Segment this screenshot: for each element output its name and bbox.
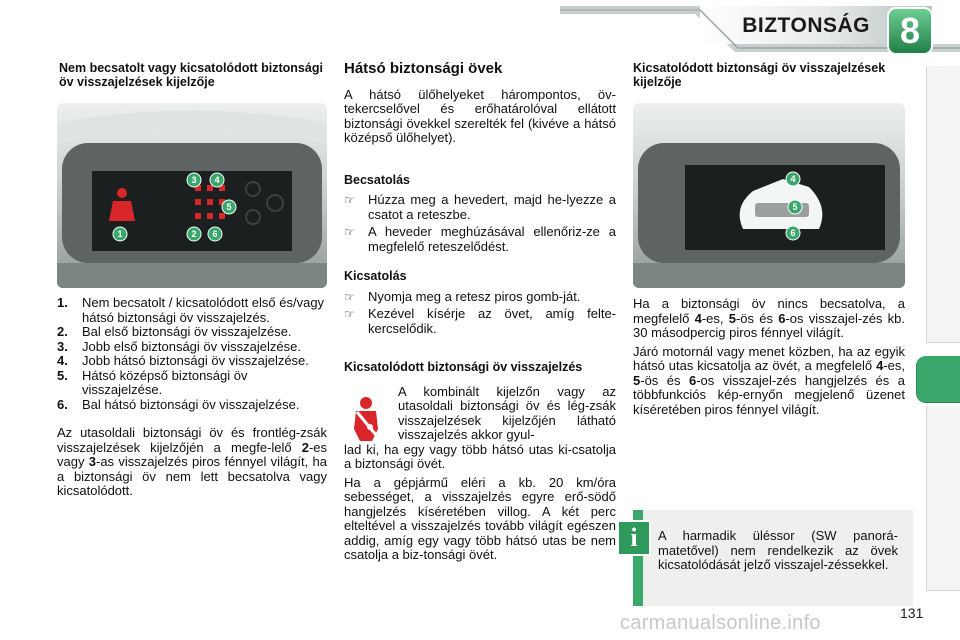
subheading-warning: Kicsatolódott biztonsági öv visszajelzés bbox=[344, 360, 583, 374]
column-middle bbox=[344, 62, 616, 563]
instruction-item bbox=[344, 225, 616, 254]
text-run: Járó motornál vagy menet közben, ha az egyik hátsó utas kicsatolja az övét, a megfelelő bbox=[633, 343, 905, 373]
section-heading: Nem becsatolt vagy kicsatolódott biztonsági öv visszajelzések kijelzője bbox=[59, 61, 323, 89]
text-run-bold: 2 bbox=[301, 439, 309, 455]
text-run: -as visszajelzés piros fénnyel világít, ha a biztonsági öv nem lett becsatolva vagy kicsatolódott. bbox=[57, 454, 327, 498]
arrow-icon: ☞ bbox=[344, 193, 355, 207]
column-right-body bbox=[633, 297, 905, 417]
passenger-indicator-paragraph bbox=[57, 426, 327, 499]
text-run-bold: 6 bbox=[688, 372, 697, 388]
chapter-tabs bbox=[926, 66, 960, 626]
column-left bbox=[57, 62, 327, 89]
text-run: Ha a biztonsági öv nincs becsatolva, a megfelelő bbox=[633, 296, 905, 326]
instruction-text: A heveder meghúzásával ellenőriz-ze a megfelelő reteszelődést. bbox=[368, 224, 616, 254]
chapter-number-badge: 8 bbox=[899, 10, 921, 51]
text-run: -os visszajel-zés kb. 30 másodpercig piros fénnyel világít. bbox=[633, 310, 905, 340]
chapter-tab[interactable] bbox=[926, 66, 960, 113]
list-number: 5. bbox=[57, 367, 68, 383]
text-run-bold: 4 bbox=[694, 310, 702, 326]
callout-label: 1 bbox=[117, 229, 123, 239]
text-run: -os visszajel-zés hangjelzés és a többfunkciós kép-ernyőn megjelenő üzenet kíséretében piros fénnyel világít. bbox=[633, 372, 905, 417]
text-run-bold: 3 bbox=[88, 454, 96, 469]
list-text: Jobb hátsó biztonsági öv visszajelzése. bbox=[82, 353, 309, 368]
text-run: -es vagy bbox=[57, 439, 327, 469]
page-number: 131 bbox=[900, 605, 924, 621]
callout-label: 5 bbox=[226, 202, 232, 212]
warning-paragraph-speed: Ha a gépjármű eléri a kb. 20 km/óra sebességet, a visszajelzés egyre erő-södő hangjelzés kíséretében villog. A két perc elteltével a visszajelzés tovább világít egészen addig, amíg egy vagy több hátsó utas be nem csatolja a biz-tonsági övét. bbox=[344, 474, 616, 562]
chapter-tab[interactable] bbox=[926, 406, 960, 453]
info-icon: i bbox=[617, 520, 651, 556]
text-run-bold: 6 bbox=[778, 310, 786, 326]
info-text: A harmadik üléssor (SW panorá-matetővel) nem rendelkezik az övek kicsatolódását jelző visszajel-zéssekkel. bbox=[658, 528, 898, 572]
callout-label: 6 bbox=[212, 229, 218, 239]
list-text: Hátsó középső biztonsági öv visszajelzése. bbox=[82, 367, 248, 397]
list-number: 6. bbox=[57, 396, 68, 412]
chapter-tab[interactable] bbox=[926, 250, 960, 297]
text-run: Az utasoldali biztonsági öv és frontlég-zsák visszajelzések kijelzőjén a megfe-lelő bbox=[57, 425, 327, 455]
text-run: -ös és bbox=[640, 372, 689, 388]
text-run: -ös és bbox=[735, 310, 779, 326]
list-text: Nem becsatolt / kicsatolódott első és/vagy hátsó biztonsági öv visszajelzés. bbox=[82, 295, 325, 325]
text-run-bold: 4 bbox=[876, 358, 884, 373]
text-run-bold: 5 bbox=[633, 372, 641, 388]
instruction-text: Nyomja meg a retesz piros gomb-ját. bbox=[368, 288, 581, 304]
column-left-body bbox=[57, 296, 327, 499]
subheading-unfasten: Kicsatolás bbox=[344, 269, 407, 283]
text-run-bold: 5 bbox=[728, 310, 736, 326]
callout-label: 3 bbox=[191, 175, 197, 185]
section-heading: Kicsatolódott biztonsági öv visszajelzések kijelzője bbox=[633, 61, 886, 89]
list-text: Bal első biztonsági öv visszajelzése. bbox=[82, 324, 292, 339]
chapter-tab[interactable] bbox=[926, 112, 960, 159]
callout-label: 6 bbox=[790, 228, 796, 238]
main-heading: Hátsó biztonsági övek bbox=[344, 60, 503, 77]
callout-label: 2 bbox=[191, 229, 197, 239]
chapter-tab[interactable] bbox=[926, 544, 960, 591]
right-paragraph-1 bbox=[633, 297, 905, 341]
column-right bbox=[633, 62, 905, 89]
text-run: -es, bbox=[701, 310, 729, 326]
list-item bbox=[57, 369, 327, 398]
header-bar bbox=[0, 0, 960, 60]
warning-paragraph-continued: lad ki, ha egy vagy több hátsó utas ki-csatolja a biztonsági övét. bbox=[344, 441, 616, 471]
list-item bbox=[57, 325, 327, 340]
list-number: 4. bbox=[57, 353, 68, 368]
list-number: 1. bbox=[57, 295, 68, 310]
right-paragraph-2 bbox=[633, 345, 905, 418]
callout-label: 5 bbox=[792, 202, 798, 212]
callout-label: 4 bbox=[790, 174, 796, 184]
watermark: carmanualsonline.info bbox=[620, 612, 821, 634]
list-item bbox=[57, 398, 327, 413]
list-number: 2. bbox=[57, 324, 68, 339]
instruction-item bbox=[344, 193, 616, 222]
arrow-icon: ☞ bbox=[344, 307, 355, 321]
chapter-tab[interactable] bbox=[926, 204, 960, 251]
seatbelt-indicator-panel-image bbox=[57, 103, 327, 288]
list-text: Bal hátsó biztonsági öv visszajelzése. bbox=[82, 396, 300, 412]
callout-label: 4 bbox=[214, 175, 220, 185]
seatbelt-warning-icon bbox=[346, 395, 390, 443]
chapter-tab[interactable] bbox=[926, 296, 960, 343]
chapter-tab-active[interactable] bbox=[916, 356, 960, 403]
indicator-legend-list bbox=[57, 296, 327, 412]
list-item bbox=[57, 296, 327, 325]
chapter-tab[interactable] bbox=[926, 498, 960, 545]
text-run: -es, bbox=[883, 358, 905, 373]
instruction-item bbox=[344, 290, 616, 305]
arrow-icon: ☞ bbox=[344, 225, 355, 239]
warning-paragraph-indented: A kombinált kijelzőn vagy az utasoldali biztonsági öv és lég-zsák visszajelzések kijelzőjén látható visszajelzés akkor gyul- bbox=[398, 383, 616, 442]
instruction-text: Húzza meg a hevedert, majd he-lyezze a csatot a reteszbe. bbox=[368, 192, 616, 222]
chapter-tab[interactable] bbox=[926, 158, 960, 205]
chapter-title: BIZTONSÁG bbox=[742, 14, 870, 37]
instruction-item bbox=[344, 307, 616, 336]
instruction-text: Kezével kísérje az övet, amíg felte-kercselődik. bbox=[368, 306, 616, 336]
intro-paragraph: A hátsó ülőhelyeket hárompontos, öv-tekercselővel és erőhatárolóval ellátott biztonsági övekkel szerelték fel (kivéve a hátsó középső ülőhelyet). bbox=[344, 86, 616, 145]
list-number: 3. bbox=[57, 338, 68, 354]
list-item bbox=[57, 340, 327, 355]
arrow-icon: ☞ bbox=[344, 289, 355, 304]
rear-seatbelt-indicator-image bbox=[633, 103, 905, 288]
list-item bbox=[57, 354, 327, 369]
list-text: Jobb első biztonsági öv visszajelzése. bbox=[82, 338, 301, 354]
chapter-tab[interactable] bbox=[926, 452, 960, 499]
subheading-fasten: Becsatolás bbox=[344, 172, 411, 187]
